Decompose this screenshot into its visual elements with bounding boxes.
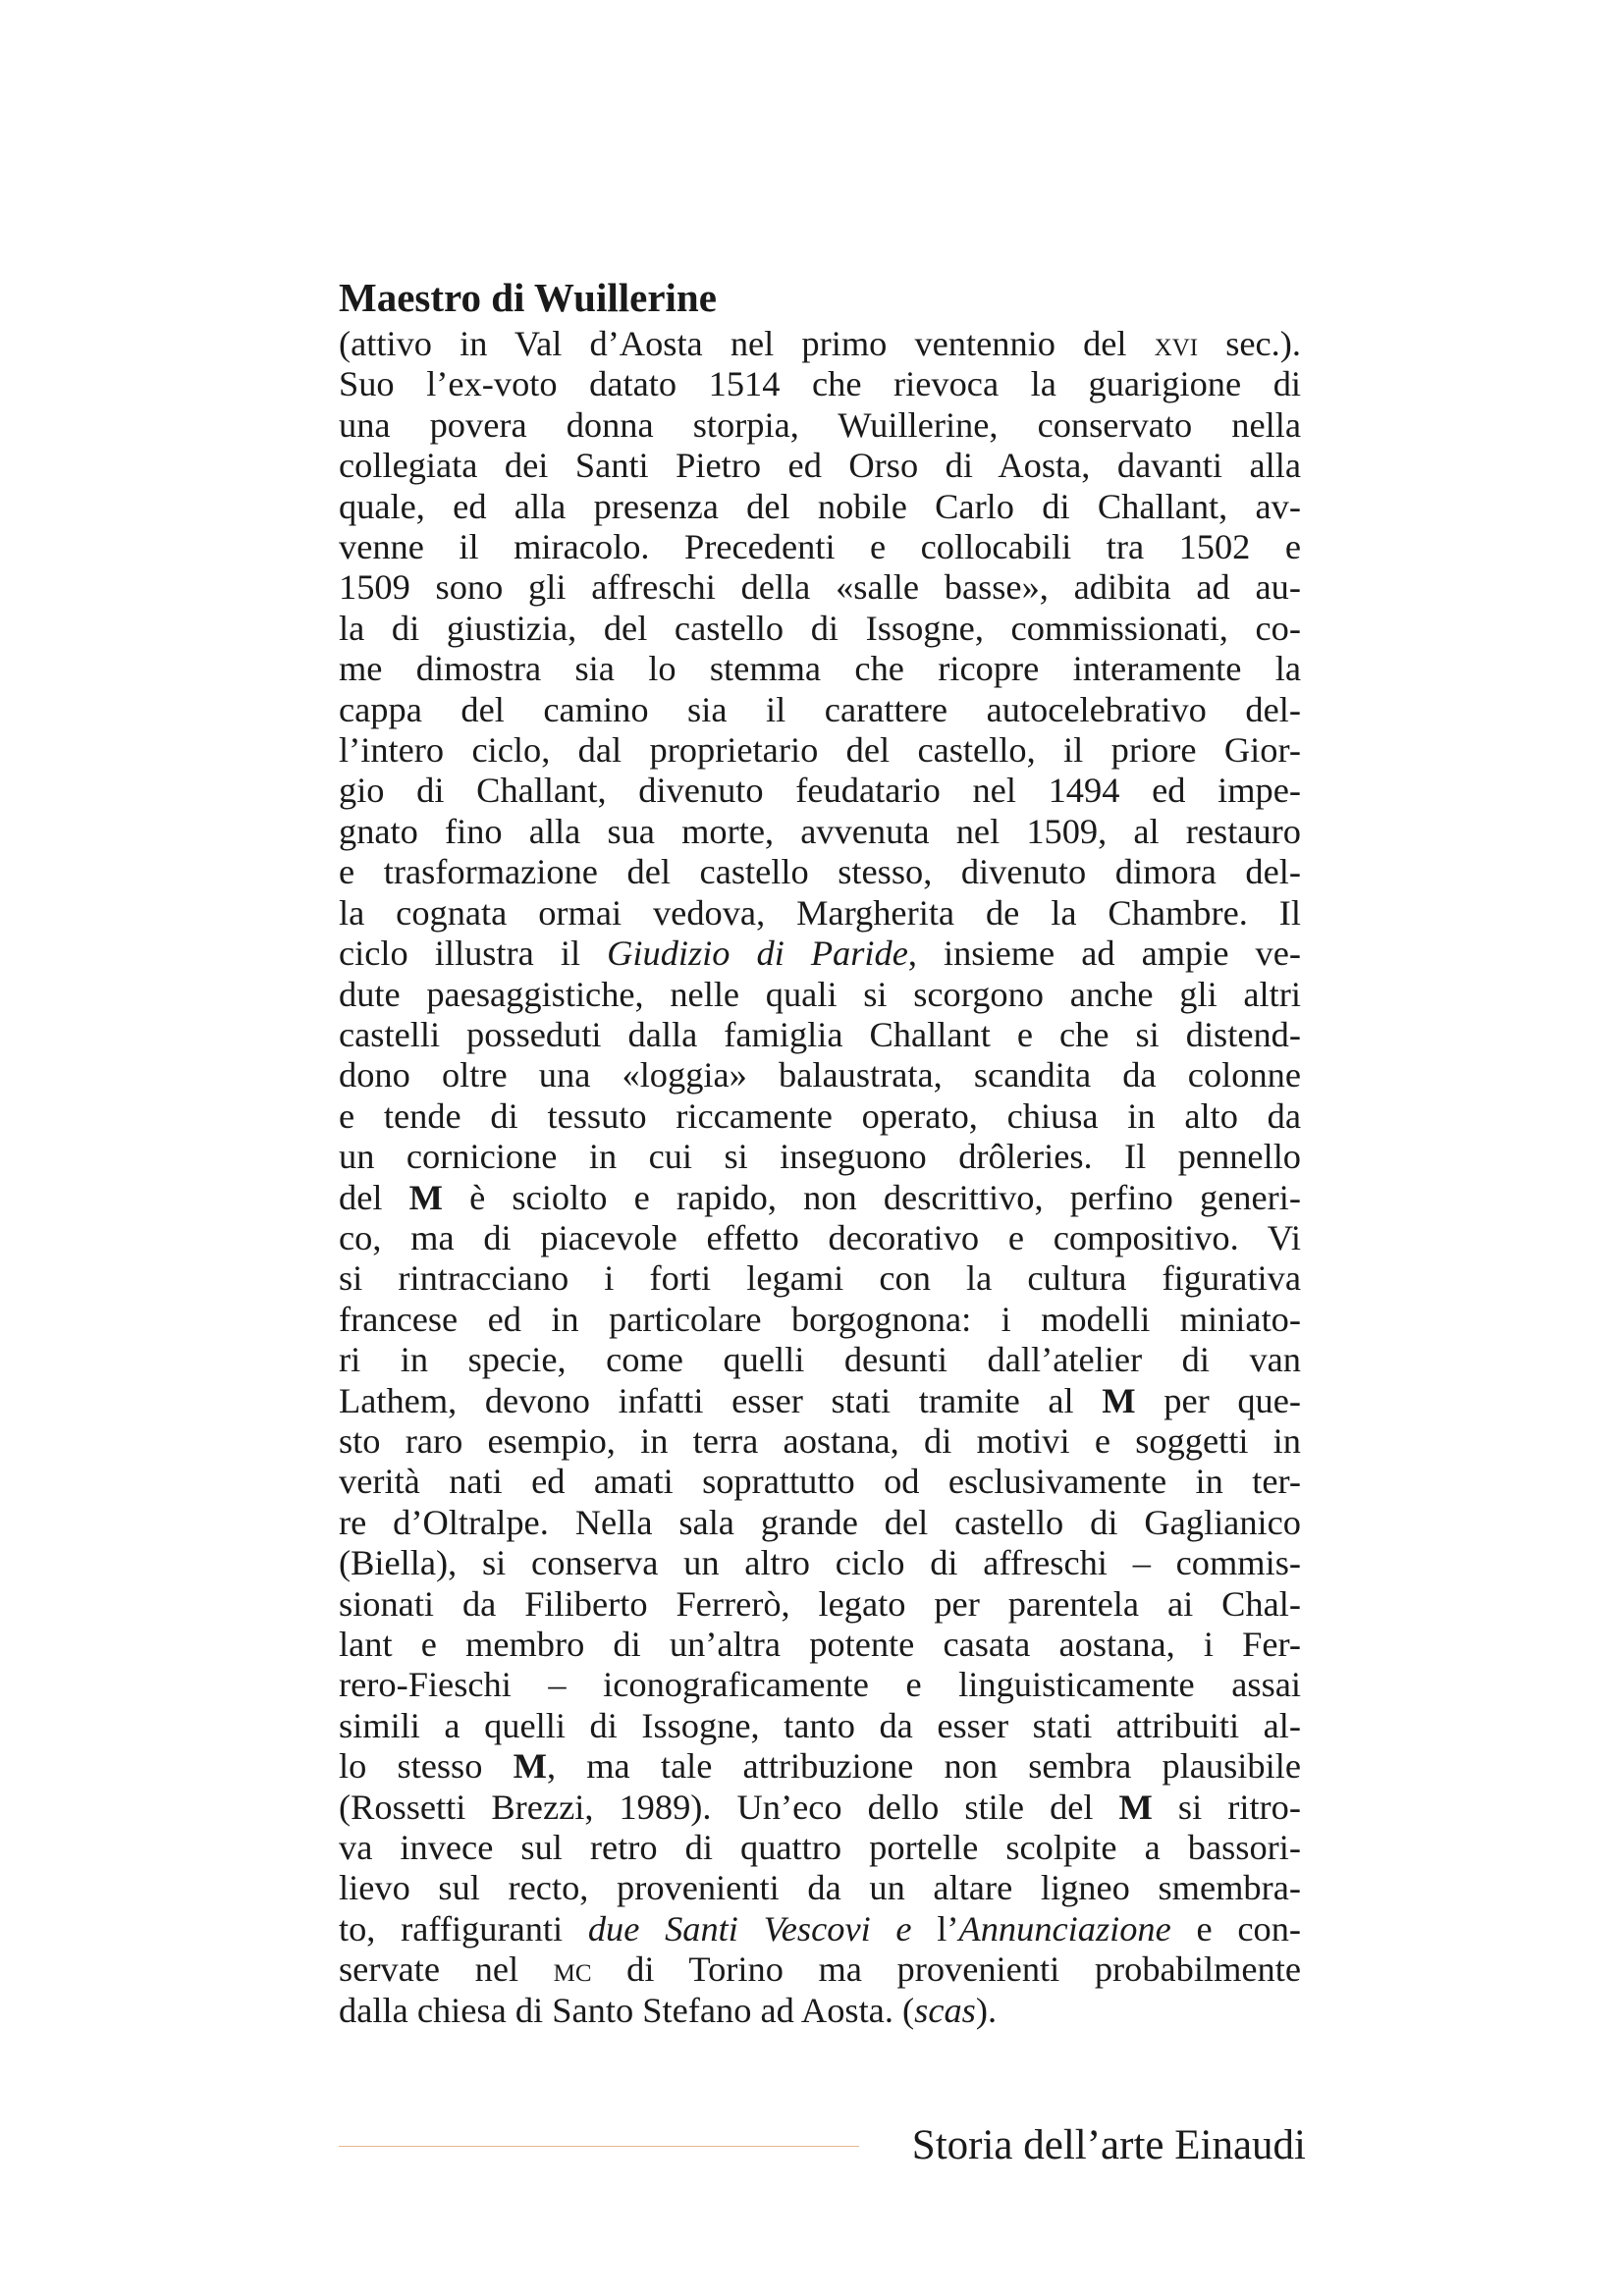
body-line: si rintracciano i forti legami con la cultura figurativa (339, 1258, 1301, 1299)
museum-abbreviation: mc (553, 1949, 592, 1990)
text-run: dalla chiesa di Santo Stefano ad Aosta. ( (339, 1990, 915, 2030)
century-numeral: xvi (1154, 324, 1199, 363)
footer-publisher: Storia dell’arte Einaudi (911, 2122, 1306, 2168)
body-line: venne il miracolo. Precedenti e collocabili tra 1502 e (339, 527, 1301, 567)
body-line: cappa del camino sia il carattere autocelebrativo del- (339, 689, 1301, 729)
body-line: va invece sul retro di quattro portelle scolpite a bassori- (339, 1828, 1301, 1868)
body-line: ri in specie, come quelli desunti dall’atelier di van (339, 1340, 1301, 1380)
body-line: gnato fino alla sua morte, avvenuta nel 1509, al restauro (339, 811, 1301, 851)
body-line: una povera donna storpia, Wuillerine, conservato nella (339, 404, 1301, 445)
entry-body (339, 324, 1301, 2031)
body-line: e trasformazione del castello stesso, divenuto dimora del- (339, 852, 1301, 892)
body-line: dono oltre una «loggia» balaustrata, scandita da colonne (339, 1055, 1301, 1095)
text-run: si ritro- (1152, 1787, 1301, 1827)
text-run: lo stesso (339, 1746, 514, 1787)
text-run: , insieme ad ampie ve- (907, 934, 1302, 974)
text-run: e con- (1170, 1908, 1302, 1949)
body-line: la cognata ormai vedova, Margherita de la Chambre. Il (339, 892, 1301, 933)
body-line (339, 1178, 1301, 1218)
text-run: servate nel (339, 1949, 554, 1990)
body-line: francese ed in particolare borgognona: i modelli miniato- (339, 1299, 1301, 1339)
artwork-title: Giudizio di Paride (607, 934, 908, 974)
body-line: quale, ed alla presenza del nobile Carlo di Challant, av- (339, 486, 1301, 526)
body-line: Suo l’ex-voto datato 1514 che rievoca la guarigione di (339, 364, 1301, 404)
body-line: rero-Fieschi – iconograficamente e linguisticamente assai (339, 1665, 1301, 1705)
body-line: e tende di tessuto riccamente operato, chiusa in alto da (339, 1095, 1301, 1136)
master-abbreviation: M (408, 1177, 443, 1217)
text-run: di Torino ma provenienti probabilmente (591, 1949, 1302, 1990)
text-run: (Rossetti Brezzi, 1989). Un’eco dello stile del (339, 1787, 1119, 1827)
body-line (339, 934, 1301, 974)
text-run: (attivo in Val d’Aosta nel primo ventennio del (339, 324, 1155, 363)
text-run: è sciolto e rapido, non descrittivo, perfino generi- (442, 1177, 1301, 1217)
body-line: collegiata dei Santi Pietro ed Orso di Aosta, davanti alla (339, 446, 1301, 486)
body-line: castelli posseduti dalla famiglia Challant e che si distend- (339, 1014, 1301, 1054)
body-line (339, 1746, 1301, 1787)
master-abbreviation: M (1102, 1380, 1136, 1420)
text-run: Lathem, devono infatti esser stati tramite al (339, 1380, 1103, 1420)
artwork-title: due Santi Vescovi e (587, 1908, 912, 1949)
body-line: simili a quelli di Issogne, tanto da esser stati attribuiti al- (339, 1705, 1301, 1745)
body-line: re d’Oltralpe. Nella sala grande del castello di Gaglianico (339, 1502, 1301, 1542)
body-line: la di giustizia, del castello di Issogne, commissionati, co- (339, 608, 1301, 648)
body-line (339, 1909, 1301, 1949)
body-line: lievo sul recto, provenienti da un altare ligneo smembra- (339, 1868, 1301, 1908)
text-run: to, raffiguranti (339, 1908, 588, 1949)
footer-rule (339, 2146, 859, 2147)
body-line: un cornicione in cui si inseguono drôleries. Il pennello (339, 1137, 1301, 1177)
body-line: dute paesaggistiche, nelle quali si scorgono anche gli altri (339, 974, 1301, 1014)
body-line: co, ma di piacevole effetto decorativo e compositivo. Vi (339, 1217, 1301, 1257)
text-run: ciclo illustra il (339, 934, 608, 974)
master-abbreviation: M (1118, 1787, 1153, 1827)
artwork-title: Annunciazione (958, 1908, 1171, 1949)
body-line (339, 1381, 1301, 1421)
body-line: gio di Challant, divenuto feudatario nel 1494 ed impe- (339, 771, 1301, 811)
body-line: lant e membro di un’altra potente casata aostana, i Fer- (339, 1625, 1301, 1664)
body-line: me dimostra sia lo stemma che ricopre interamente la (339, 649, 1301, 689)
entry-title: Maestro di Wuillerine (339, 275, 717, 320)
text-run: , ma tale attribuzione non sembra plausibile (546, 1746, 1301, 1787)
body-line: verità nati ed amati soprattutto od esclusivamente in ter- (339, 1462, 1301, 1502)
author-initials: scas (914, 1990, 976, 2030)
text-run: per que- (1135, 1380, 1301, 1420)
text-run: l’ (911, 1908, 959, 1949)
body-line: sto raro esempio, in terra aostana, di motivi e soggetti in (339, 1420, 1301, 1461)
master-abbreviation: M (513, 1746, 547, 1787)
text-run: sec.). (1198, 324, 1301, 363)
body-line: 1509 sono gli affreschi della «salle basse», adibita ad au- (339, 567, 1301, 608)
body-line (339, 1949, 1301, 1990)
body-line (339, 324, 1301, 364)
body-line (339, 1991, 1301, 2031)
text-run: ). (975, 1990, 998, 2030)
text-run: del (339, 1177, 409, 1217)
body-line (339, 1788, 1301, 1828)
body-line: sionati da Filiberto Ferrerò, legato per parentela ai Chal- (339, 1583, 1301, 1624)
body-line: (Biella), si conserva un altro ciclo di affreschi – commis- (339, 1543, 1301, 1583)
body-line: l’intero ciclo, dal proprietario del castello, il priore Gior- (339, 730, 1301, 771)
